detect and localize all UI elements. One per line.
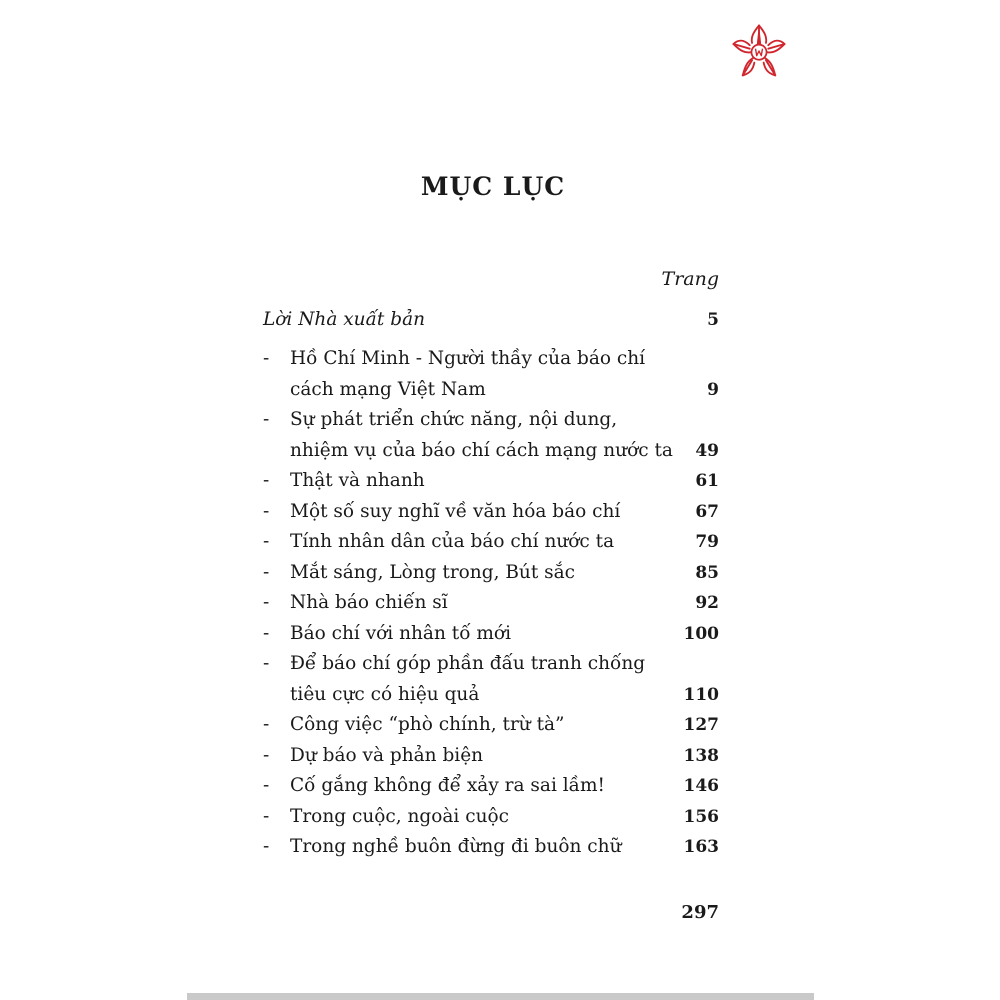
publisher-star-logo-icon	[730, 22, 788, 80]
toc-entry	[263, 832, 719, 863]
toc-entry-page-number: 49	[695, 440, 719, 461]
toc-entry-page-number: 85	[695, 563, 719, 583]
toc-entry	[263, 771, 719, 802]
toc-entry	[263, 649, 719, 710]
toc-entry-page-number: 100	[683, 624, 719, 644]
toc-entry-page-number: 127	[683, 715, 719, 735]
toc-entry-bullet: -	[263, 409, 270, 430]
toc-entry-bullet: -	[263, 836, 270, 857]
toc-entry-page-number: 163	[683, 837, 719, 857]
toc-entry-page-number: 79	[695, 532, 719, 552]
toc-entry-bullet: -	[263, 531, 270, 552]
toc-entry	[263, 588, 719, 619]
toc-entry-page-number: 138	[683, 746, 719, 766]
toc-intro-entry	[263, 305, 719, 336]
toc-entry-page-number: 110	[683, 684, 719, 705]
toc-entry-title-line: Dự báo và phản biện	[290, 745, 484, 766]
toc-entry-bullet: -	[263, 348, 270, 369]
toc-entry-title-line: Để báo chí góp phần đấu tranh chống	[290, 653, 646, 674]
toc-entry-bullet: -	[263, 714, 270, 735]
toc-entry-bullet: -	[263, 562, 270, 583]
toc-entry-title-line: Sự phát triển chức năng, nội dung,	[290, 409, 618, 430]
toc-entry-page-number: 9	[707, 379, 719, 400]
toc-entry-title-line: Hồ Chí Minh - Người thầy của báo chí	[290, 348, 646, 369]
toc-entry	[263, 344, 719, 405]
toc-entry	[263, 405, 719, 466]
toc-entry	[263, 619, 719, 650]
toc-entry-title-line: Trong nghề buôn đừng đi buôn chữ	[290, 836, 622, 857]
toc-entry-title-line: cách mạng Việt Nam	[290, 378, 486, 400]
toc-entry-page-number: 67	[695, 502, 719, 522]
toc-entry	[263, 527, 719, 558]
toc-entry-title-line: Cố gắng không để xảy ra sai lầm!	[290, 775, 605, 796]
toc-entry	[263, 802, 719, 833]
toc-entry-bullet: -	[263, 592, 270, 613]
toc-entry	[263, 497, 719, 528]
toc-entry	[263, 558, 719, 589]
toc-intro-title: Lời Nhà xuất bản	[263, 309, 426, 330]
toc-entry	[263, 466, 719, 497]
toc-entry-title-line: Nhà báo chiến sĩ	[290, 592, 448, 613]
toc-entry-title-line: Trong cuộc, ngoài cuộc	[290, 806, 509, 827]
toc-entry-page-number: 92	[695, 593, 719, 613]
toc-entry-bullet: -	[263, 775, 270, 796]
toc-entry-bullet: -	[263, 745, 270, 766]
toc-entry-page-number: 156	[683, 807, 719, 827]
toc-entry-bullet: -	[263, 623, 270, 644]
toc-intro-page-number: 5	[707, 310, 719, 330]
toc-entry-title-line: tiêu cực có hiệu quả	[290, 683, 480, 705]
toc-entry	[263, 741, 719, 772]
page-column-header: Trang	[661, 268, 719, 290]
toc-entry-bullet: -	[263, 501, 270, 522]
toc-entry-bullet: -	[263, 470, 270, 491]
toc-entry-title-line: Một số suy nghĩ về văn hóa báo chí	[290, 501, 621, 522]
toc-entry	[263, 710, 719, 741]
toc-entry-title-line: Công việc “phò chính, trừ tà”	[290, 714, 565, 735]
scan-bottom-edge	[187, 993, 814, 1000]
page-folio-number: 297	[681, 902, 719, 923]
toc-entry-title-line: Báo chí với nhân tố mới	[290, 623, 511, 644]
toc-entry-page-number: 146	[683, 776, 719, 796]
page-title: MỤC LỤC	[420, 172, 566, 201]
toc-entry-bullet: -	[263, 653, 270, 674]
toc-entry-title-line: Tính nhân dân của báo chí nước ta	[290, 531, 615, 552]
toc-entry-title-line: Thật và nhanh	[290, 470, 425, 491]
toc-entry-bullet: -	[263, 806, 270, 827]
toc-entry-page-number: 61	[695, 471, 719, 491]
toc-entry-title-line: Mắt sáng, Lòng trong, Bút sắc	[290, 562, 576, 583]
toc-entry-title-line: nhiệm vụ của báo chí cách mạng nước ta	[290, 439, 673, 461]
